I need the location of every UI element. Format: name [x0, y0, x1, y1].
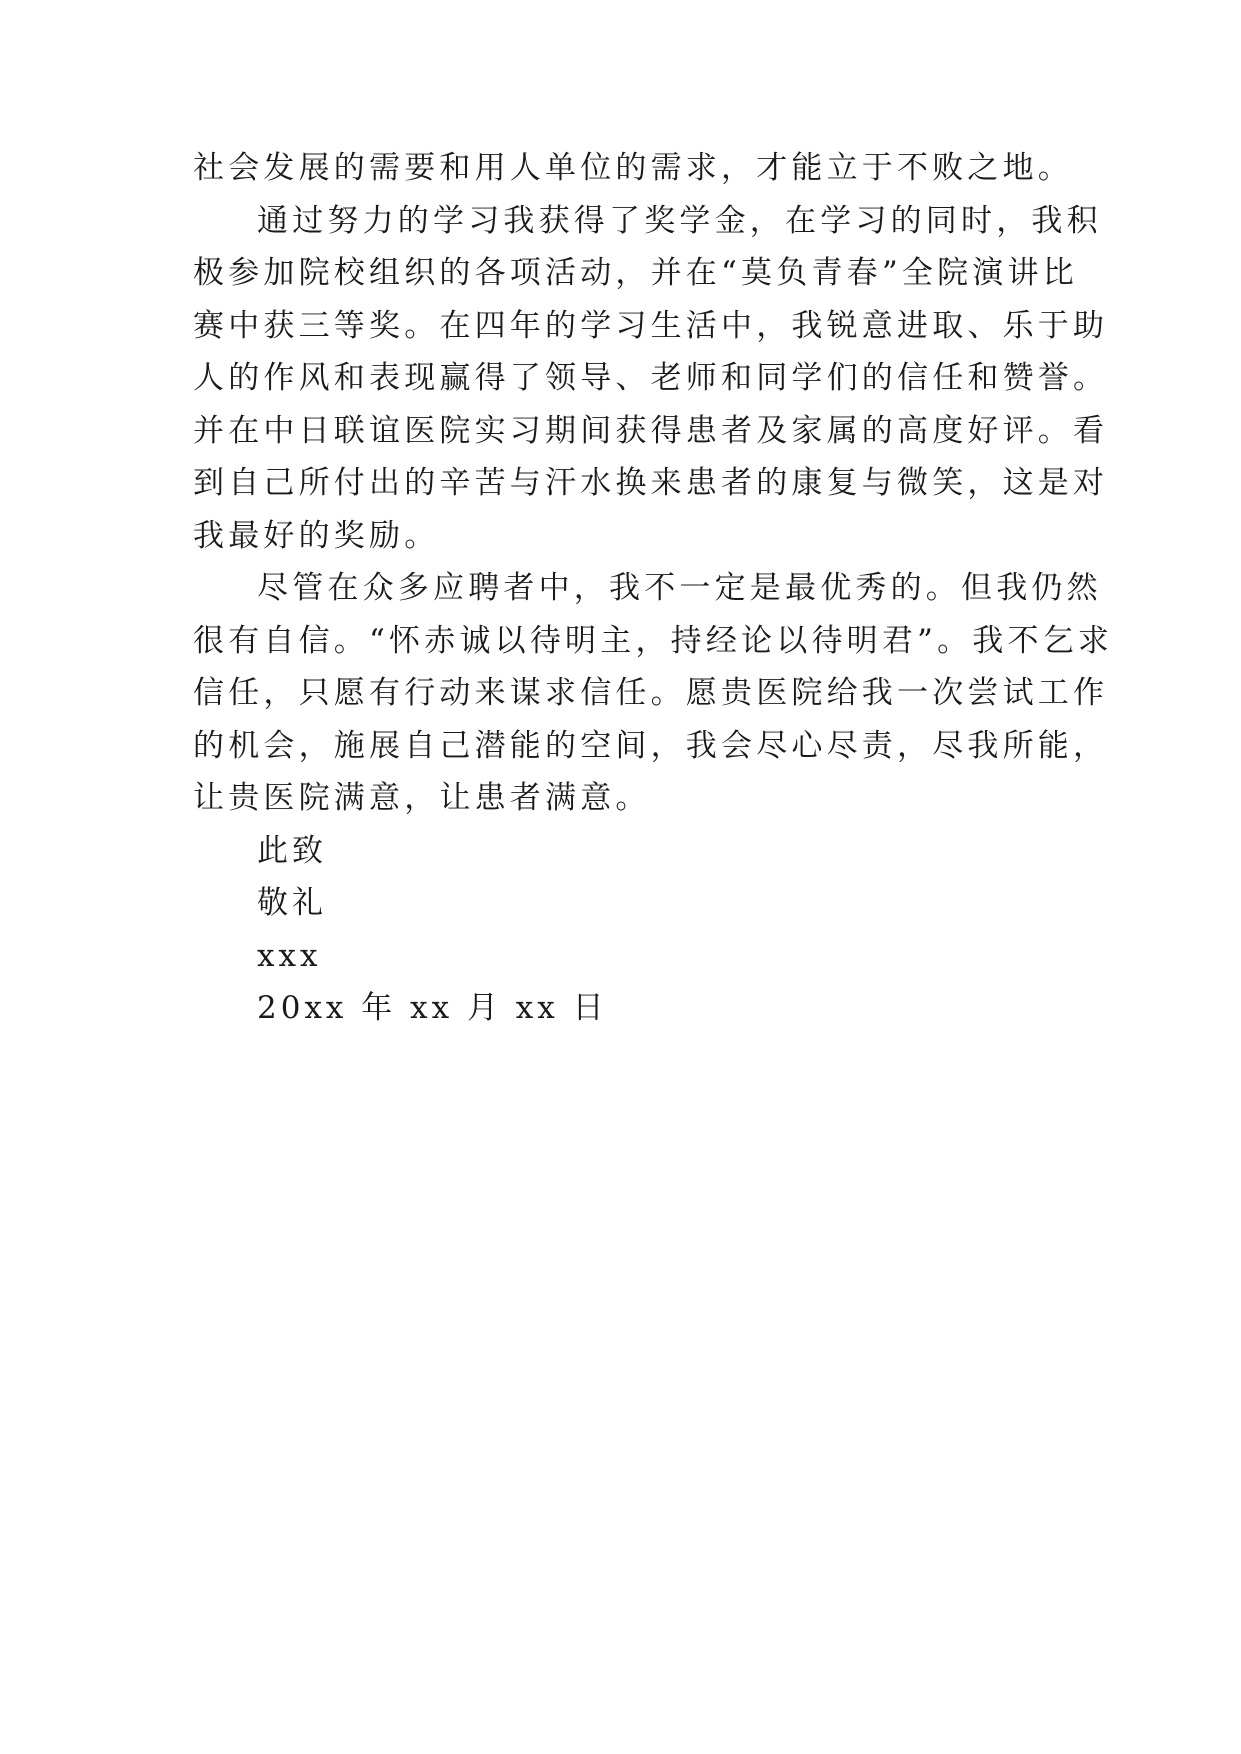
body-line: 很有自信。“怀赤诚以待明主，持经论以待明君”。我不乞求 — [193, 623, 1114, 659]
salutation-jingli: 敬礼 — [257, 885, 327, 921]
body-line: 我最好的奖励。 — [193, 518, 440, 554]
salutation-cizhi: 此致 — [257, 833, 327, 869]
body-line: 信任，只愿有行动来谋求信任。愿贵医院给我一次尝试工作 — [193, 675, 1109, 711]
body-line: 到自己所付出的辛苦与汗水换来患者的康复与微笑，这是对 — [193, 465, 1109, 501]
body-line: 并在中日联谊医院实习期间获得患者及家属的高度好评。看 — [193, 413, 1109, 449]
body-line: 让贵医院满意，让患者满意。 — [193, 780, 651, 816]
date-line: 20xx 年 xx 月 xx 日 — [257, 990, 608, 1026]
body-line: 赛中获三等奖。在四年的学习生活中，我锐意进取、乐于助 — [193, 308, 1109, 344]
signature: xxx — [257, 938, 322, 974]
body-line: 极参加院校组织的各项活动，并在“莫负青春”全院演讲比 — [193, 255, 1078, 291]
body-line: 尽管在众多应聘者中，我不一定是最优秀的。但我仍然 — [257, 570, 1102, 606]
body-line: 人的作风和表现赢得了领导、老师和同学们的信任和赞誉。 — [193, 360, 1109, 396]
body-line: 通过努力的学习我获得了奖学金，在学习的同时，我积 — [257, 203, 1102, 239]
body-line: 的机会，施展自己潜能的空间，我会尽心尽责，尽我所能， — [193, 728, 1109, 764]
body-line: 社会发展的需要和用人单位的需求，才能立于不败之地。 — [193, 150, 1073, 186]
